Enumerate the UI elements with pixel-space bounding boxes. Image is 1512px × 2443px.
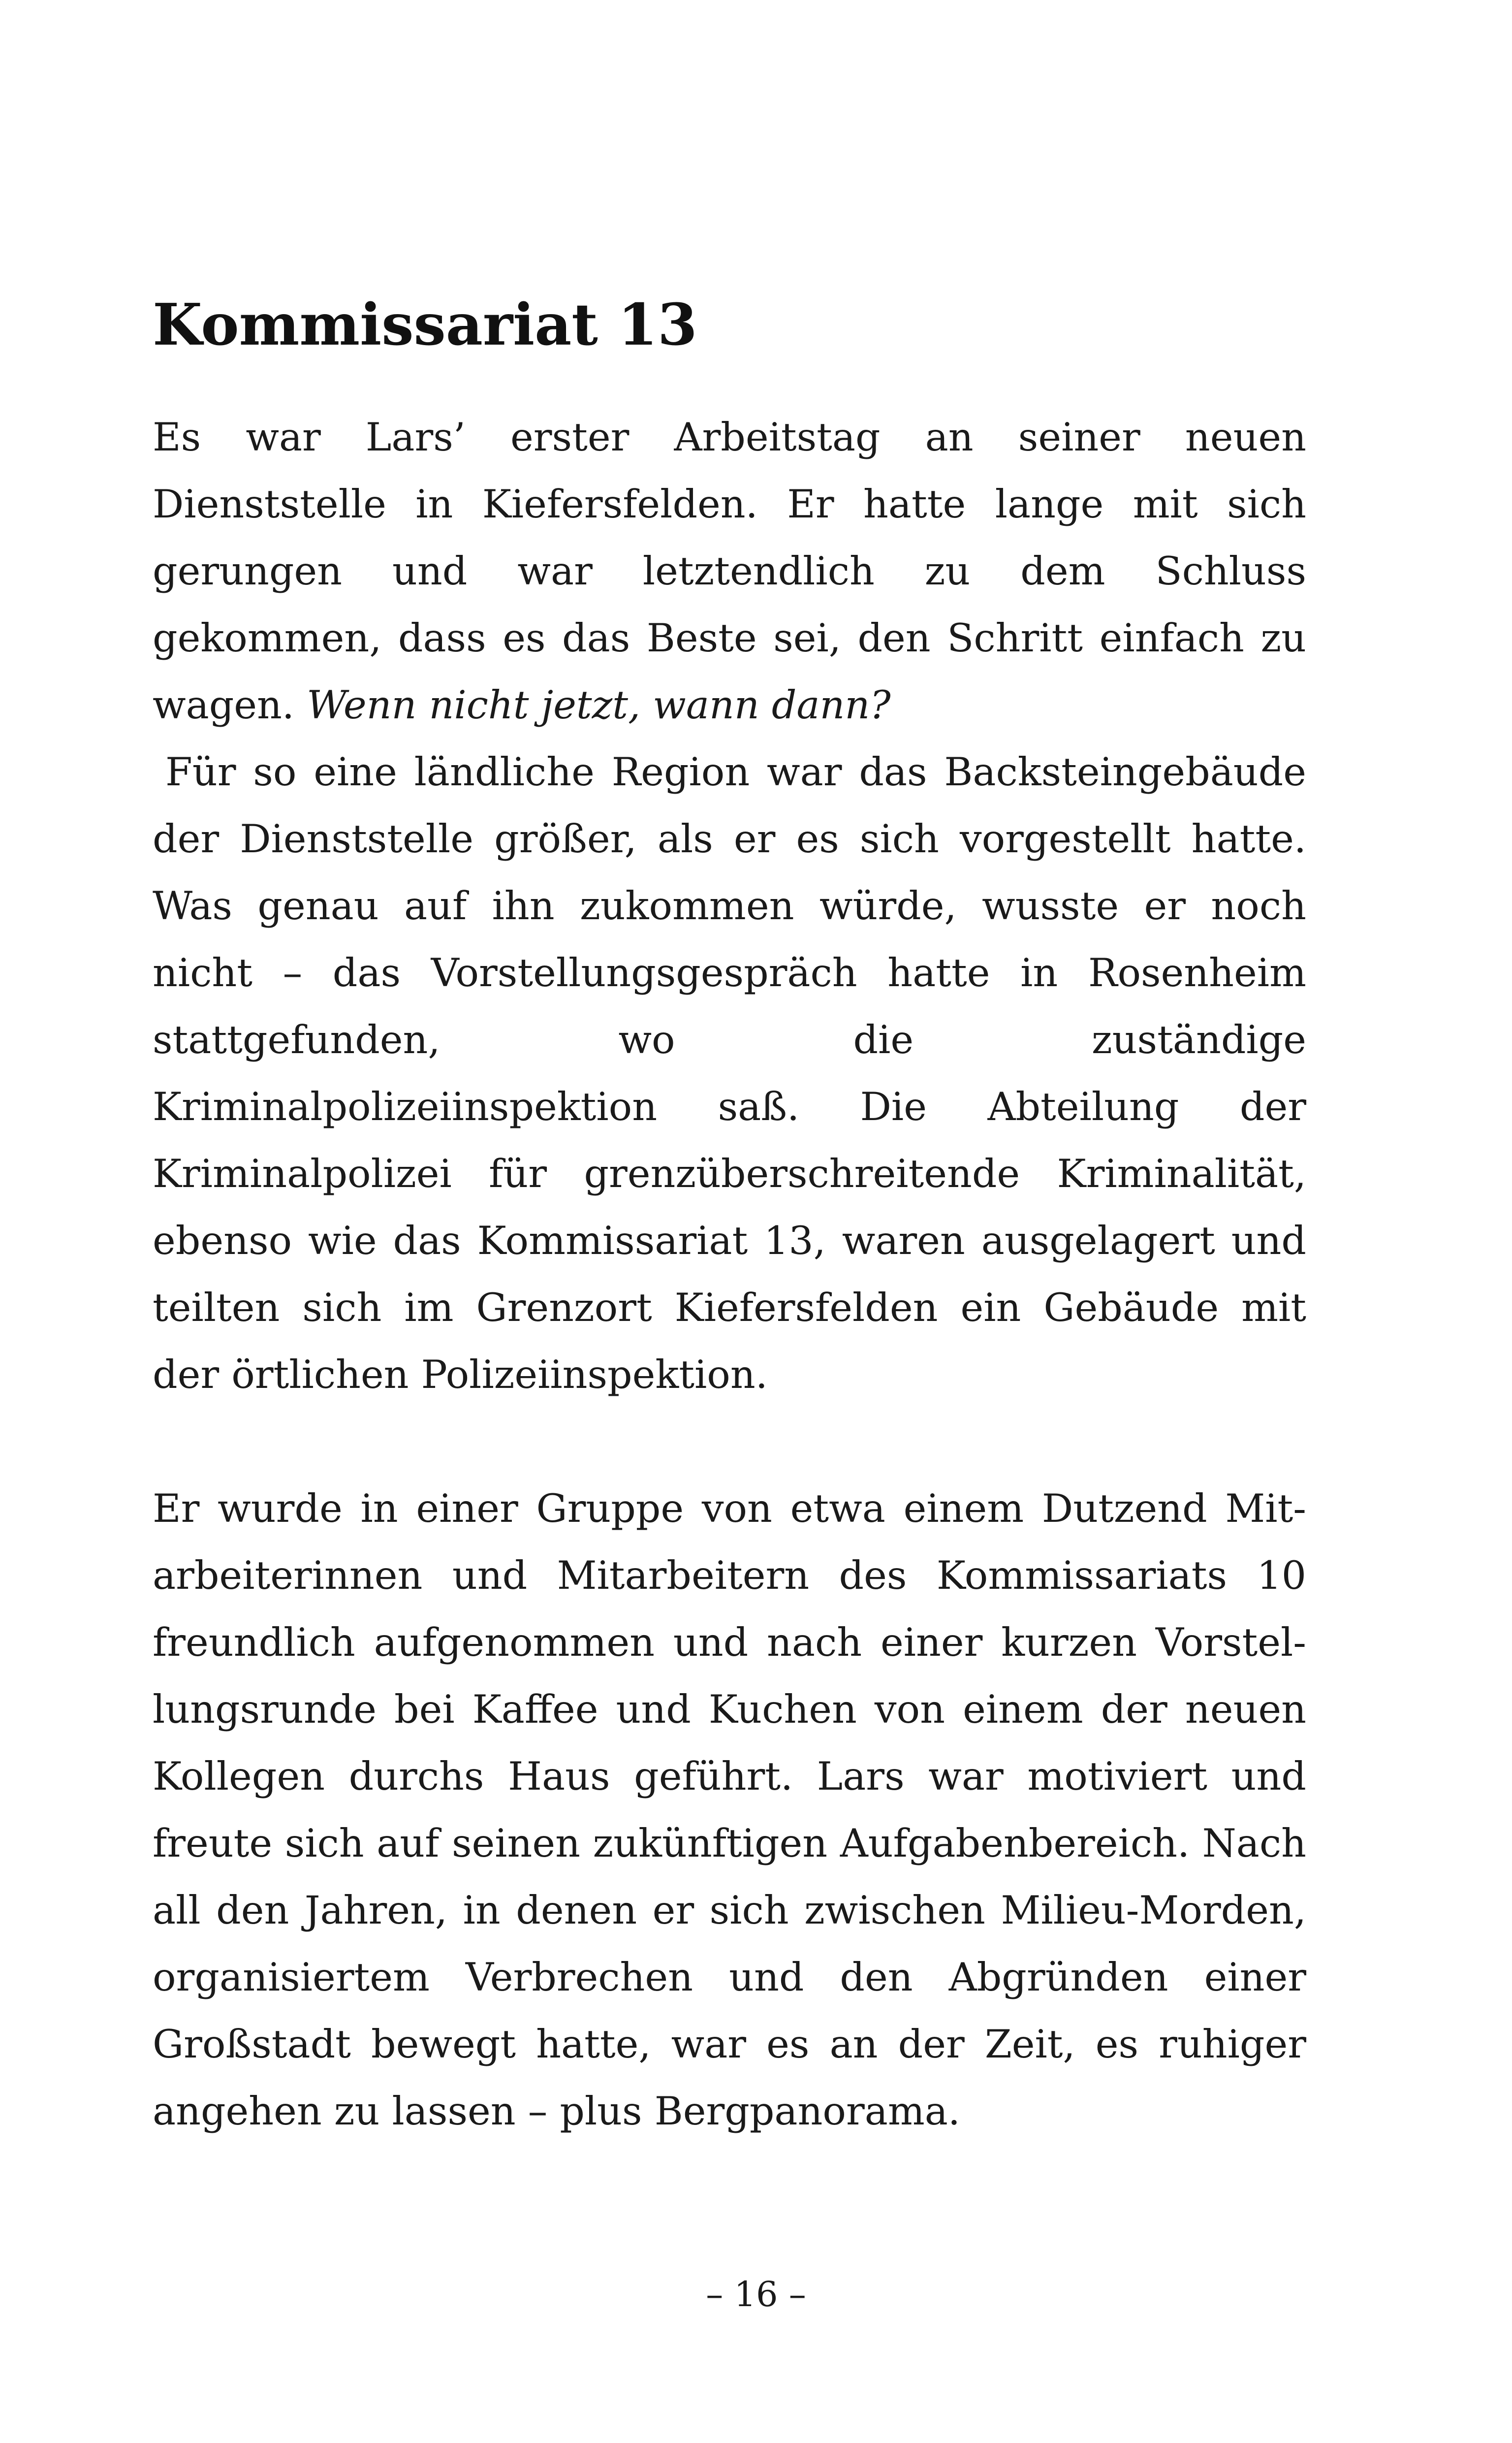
paragraph-1-text: Es war Lars’ erster Arbeitstag an seiner neuen Dienststelle in Kiefersfelden. Er hatte lange mit sich gerungen und war letztendlich zu dem Schluss gekommen, dass es das Beste sei, den Schritt einfach zu wagen. [153, 415, 1306, 728]
paragraph-2: Für so eine ländliche Region war das Backsteingebäude der Dienststelle größer, als er es sich vorgestellt hatte. Was genau auf ihn zukommen würde, wusste er noch nicht – das Vorstellungsgespräch hatte in Rosenheim stattgefunden, wo die zuständige Kriminalpolizeiinspektion saß. Die Abteilung der Kriminalpolizei für grenzüberschreitende Kriminalität, ebenso wie das Kommissariat 13, waren ausgelagert und teilten sich im Grenzort Kiefersfelden ein Gebäude mit der örtlichen Polizeiinspektion. [153, 749, 1306, 1397]
paragraph-1-italic-thought: Wenn nicht jetzt, wann dann? [307, 682, 891, 728]
paragraph-3: Er wurde in einer Gruppe von etwa einem Dutzend Mitarbeiterinnen und Mitarbeitern des Kommissariats 10 freundlich aufgenommen und nach einer kurzen Vorstellungsrunde bei Kaffee und Kuchen von einem der neuen Kollegen durchs Haus geführt. Lars war motiviert und freute sich auf seinen zukünftigen Aufgabenbereich. Nach all den Jahren, in denen er sich zwischen Milieu-Morden, organisiertem Verbrechen und den Abgründen einer Großstadt bewegt hatte, war es an der Zeit, es ruhiger angehen zu lassen – plus Bergpanorama. [153, 1486, 1306, 2134]
page-text-block [153, 286, 1306, 2145]
page-number: – 16 – [706, 2274, 806, 2314]
paragraph-1 [153, 404, 1306, 739]
chapter-title: Kommissariat 13 [153, 291, 697, 358]
